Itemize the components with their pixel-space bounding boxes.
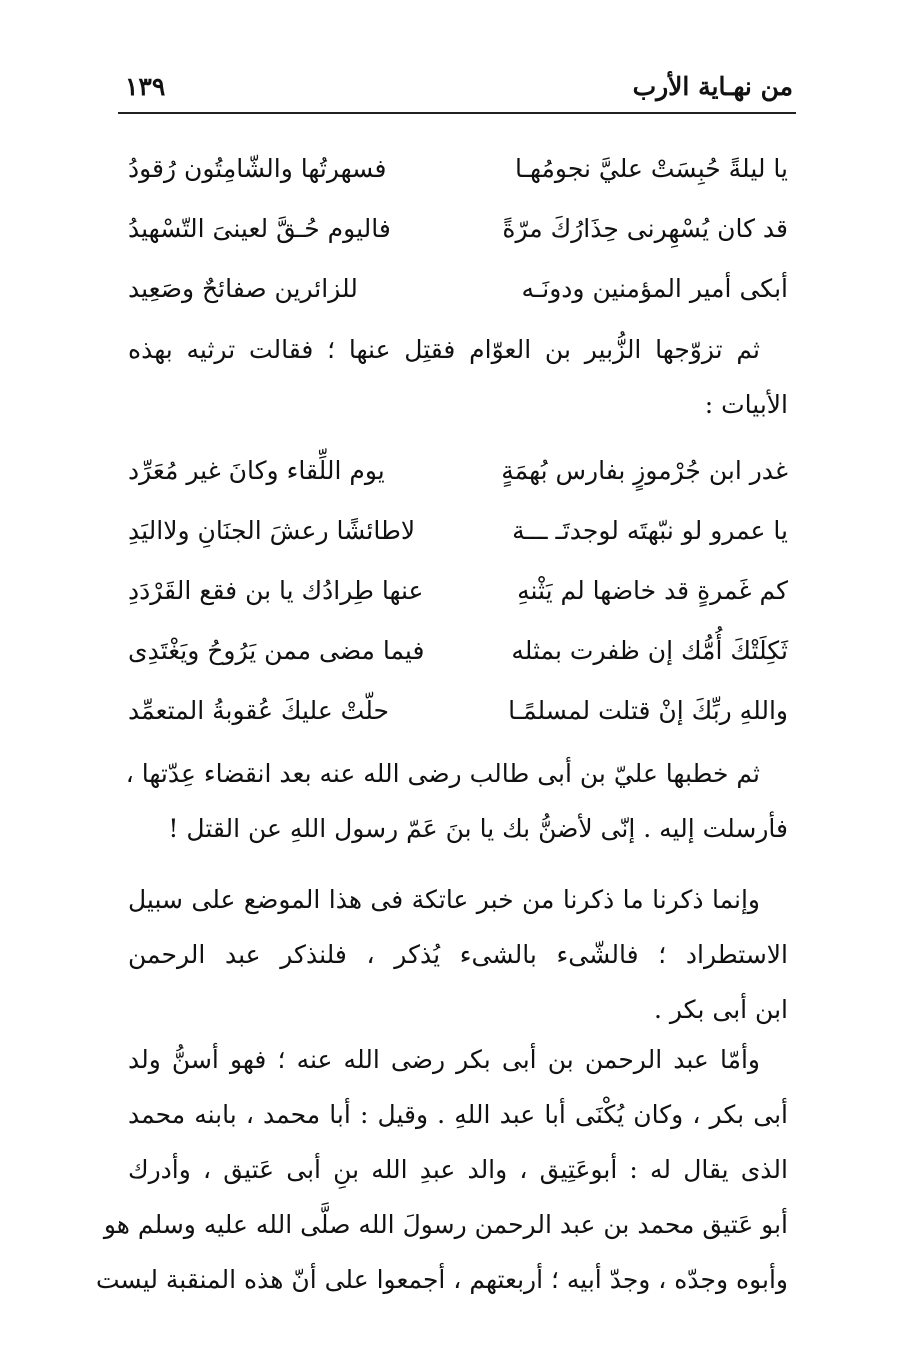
text-line: الذى يقال له : أبوعَتِيق ، والد عبدِ الله بنِ أبى عَتيق ، وأدرك xyxy=(128,1155,788,1184)
first-hemistich: واللهِ ربِّكَ إنْ قتلت لمسلمًـا xyxy=(508,695,788,725)
second-hemistich: فسهرتُها والشّامِتُون رُقودُ xyxy=(128,153,387,183)
verse xyxy=(128,258,788,318)
second-hemistich: فاليوم حُـقَّ لعينىَ التّسْهيدُ xyxy=(128,213,391,243)
first-hemistich: قد كان يُسْهِرنى حِذَارُكَ مرّةً xyxy=(502,213,788,243)
first-hemistich: يا عمرو لو نبّهتَه لوجدتَـ ـــة xyxy=(512,515,788,545)
second-hemistich: حلّتْ عليكَ عُقوبةُ المتعمِّد xyxy=(128,695,389,725)
page-number: ١٣٩ xyxy=(125,71,166,101)
first-hemistich: كم غَمرةٍ قد خاضها لم يَثْنهِ xyxy=(517,575,788,605)
first-hemistich: أبكى أمير المؤمنين ودونَـه xyxy=(521,273,788,303)
text-line: أبى بكر ، وكان يُكْنَى أبا عبد اللهِ . وقيل : أبا محمد ، بابنه محمد xyxy=(128,1100,788,1129)
page-header xyxy=(125,66,793,106)
running-title: من نهـاية الأرب xyxy=(632,71,793,101)
poem-2 xyxy=(128,440,788,740)
verse xyxy=(128,620,788,680)
text-line: فأرسلت إليه . إنّى لأضنُّ بك يا بنَ عَمّ رسول اللهِ عن القتل ! xyxy=(168,814,788,843)
paragraph-1 xyxy=(128,322,788,432)
text-line: ثم تزوّجها الزُّبير بن العوّام فقتِل عنها ؛ فقالت ترثيه بهذه xyxy=(128,335,760,364)
first-hemistich: غدر ابن جُرْموزٍ بفارس بُهمَةٍ xyxy=(501,455,788,485)
second-hemistich: عنها طِرادُك يا بن فقع القَرْدَدِ xyxy=(128,575,424,605)
second-hemistich: يوم اللِّقاء وكانَ غير مُعَرِّد xyxy=(128,455,385,485)
text-line: أبو عَتيق محمد بن عبد الرحمن رسولَ الله صلَّى الله عليه وسلم هو xyxy=(103,1210,788,1239)
verse xyxy=(128,198,788,258)
second-hemistich: للزائرين صفائحٌ وصَعِيد xyxy=(128,273,358,303)
text-line: ابن أبى بكر . xyxy=(653,995,788,1024)
text-line: الأبيات : xyxy=(704,390,788,419)
verse xyxy=(128,440,788,500)
header-rule xyxy=(118,112,796,114)
paragraph-2 xyxy=(125,746,788,856)
verse xyxy=(128,138,788,198)
second-hemistich: فيما مضى ممن يَرُوحُ ويَغْتَدِى xyxy=(128,635,425,665)
paragraph-3 xyxy=(128,872,788,1037)
text-line: ثم خطبها عليّ بن أبى طالب رضى الله عنه بعد انقضاء عِدّتها ، xyxy=(125,759,760,788)
poem-1 xyxy=(128,138,788,318)
text-line: وإنما ذكرنا ما ذكرنا من خبر عاتكة فى هذا الموضع على سبيل xyxy=(128,885,760,914)
verse xyxy=(128,680,788,740)
verse xyxy=(128,500,788,560)
first-hemistich: يا ليلةً حُبِسَتْ عليَّ نجومُهـا xyxy=(515,153,788,183)
second-hemistich: لاطائشًا رعشَ الجنَانِ ولااليَدِ xyxy=(128,515,416,545)
text-line: الاستطراد ؛ فالشّىء بالشىء يُذكر ، فلنذكر عبد الرحمن xyxy=(128,940,788,969)
paragraph-4 xyxy=(95,1032,788,1307)
verse xyxy=(128,560,788,620)
text-line: وأمّا عبد الرحمن بن أبى بكر رضى الله عنه ؛ فهو أسنُّ ولد xyxy=(128,1045,760,1074)
first-hemistich: ثَكِلَتْكَ أُمُّك إن ظفرت بمثله xyxy=(511,635,788,665)
text-line: وأبوه وجدّه ، وجدّ أبيه ؛ أربعتهم ، أجمعوا على أنّ هذه المنقبة ليست xyxy=(95,1265,788,1294)
